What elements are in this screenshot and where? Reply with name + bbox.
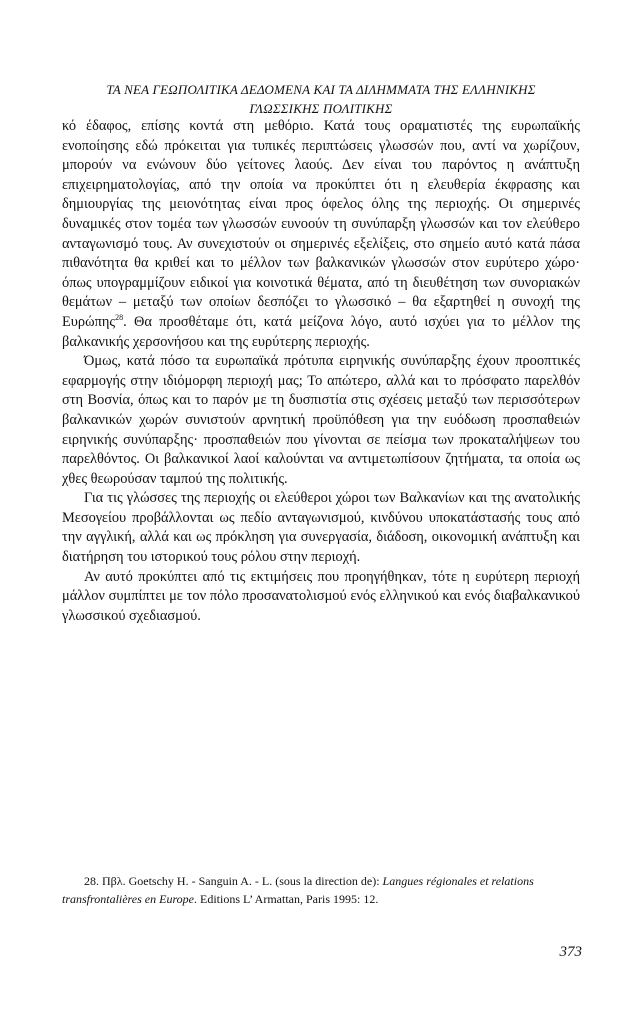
paragraph-1-text: κό έδαφος, επίσης κοντά στη μεθόριο. Κατά τους οραματιστές της ευρωπαϊκής ενοποίησης εδώ πρόκειται για τυπικές περιπτώσεις γλωσσών που, αντί να χωρίζουν, μπορούν να ενώνουν δύο γείτονες λαούς. Δεν είναι του παρόντος η ανάπτυξη επιχειρηματολογίας, από την οποία να προκύπτει ότι η ελευθερία έκφρασης και δημιουργίας της μειονότητας είναι προς όφελος όλης της περιοχής. Οι σημερινές δυναμικές στον τομέα των γλωσσών ευνοούν τη συνύπαρξη γλωσσών και τον ελεύθερο ανταγωνισμό τους. Αν συνεχιστούν οι σημερινές εξελίξεις, στο σημείο αυτό κατά πάσα πιθανότητα θα κριθεί και το μέλλον των βαλκανικών γλωσσών στον ευρύτερο χώρο· όπως υπογραμμίζουν ειδικοί για κοινοτικά θέματα, από τη διευθέτηση των συνοριακών θεμάτων – μεταξύ των οποίων δεσπόζει το γλωσσικό – θα εξαρτηθεί η συνοχή της Ευρώπης [62,118,580,330]
page-number: 373 [559,944,582,960]
paragraph-1-text-after: . Θα προσθέταμε ότι, κατά μείζονα λόγο, αυτό ισχύει για το μέλλον της βαλκανικής χερσονήσου και της ευρύτερης περιοχής. [62,313,580,350]
footnote-title: Langues régionales et relations transfrontalières en Europe [62,874,534,906]
paragraph-3: Για τις γλώσσες της περιοχής οι ελεύθεροι χώροι των Βαλκανίων και της ανατολικής Μεσογείου προβάλλονται ως πεδίο ανταγωνισμού, κινδύνου υποκατάστασής τους από την αγγλική, αλλά και ως πρόκληση για συνεργασία, διάδοση, οικονομική ανάπτυξη και διατήρηση του ιστορικού τους ρόλου στην περιοχή. [62,490,580,566]
paragraph-4: Αν αυτό προκύπτει από τις εκτιμήσεις που προηγήθηκαν, τότε η ευρύτερη περιοχή μάλλον συμπίπτει με τον πόλο προσανατολισμού ενός ελληνικού και ενός διαβαλκανικού γλωσσικού σχεδιασμού. [62,568,580,624]
running-title-line-1: ΤΑ ΝΕΑ ΓΕΩΠΟΛΙΤΙΚΑ ΔΕΔΟΜΕΝΑ ΚΑΙ ΤΑ ΔΙΛΗΜΜΑΤΑ ΤΗΣ ΕΛΛΗΝΙΚΗΣ [106,82,536,97]
running-title-line-2: ΓΛΩΣΣΙΚΗΣ ΠΟΛΙΤΙΚΗΣ [249,101,393,116]
footnote-suffix: . Editions L’ Armattan, Paris 1995: 12. [194,892,379,906]
paragraph-1 [62,117,580,352]
footnote-number: 28. [84,874,99,888]
footnote-prefix: Πβλ. Goetschy H. - Sanguin A. - L. (sous la direction de): [99,874,383,888]
footnote [62,872,580,908]
paragraph-2: Όμως, κατά πόσο τα ευρωπαϊκά πρότυπα ειρηνικής συνύπαρξης έχουν προοπτικές εφαρμογής στην ιδιόμορφη περιοχή μας; Το απώτερο, αλλά και το πρόσφατο παρελθόν στη Βοσνία, όπως και το παρόν με τη δυσπιστία στις σχέσεις μεταξύ των περισσότερων βαλκανικών χωρών συνιστούν αρνητική προϋπόθεση για την ευόδωση προσπαθειών ειρηνικής συνύπαρξης· προσπαθειών που γίνονται σε πείσμα των προκαταλήψεων του παρελθόντος. Οι βαλκανικοί λαοί καλούνται να αντιμετωπίσουν ζητήματα, τα οποία ως χθες θεωρούσαν ταμπού της πολιτικής. [62,353,580,487]
footnote-reference: 28 [115,313,124,323]
running-header [62,80,580,118]
main-text [62,117,580,626]
